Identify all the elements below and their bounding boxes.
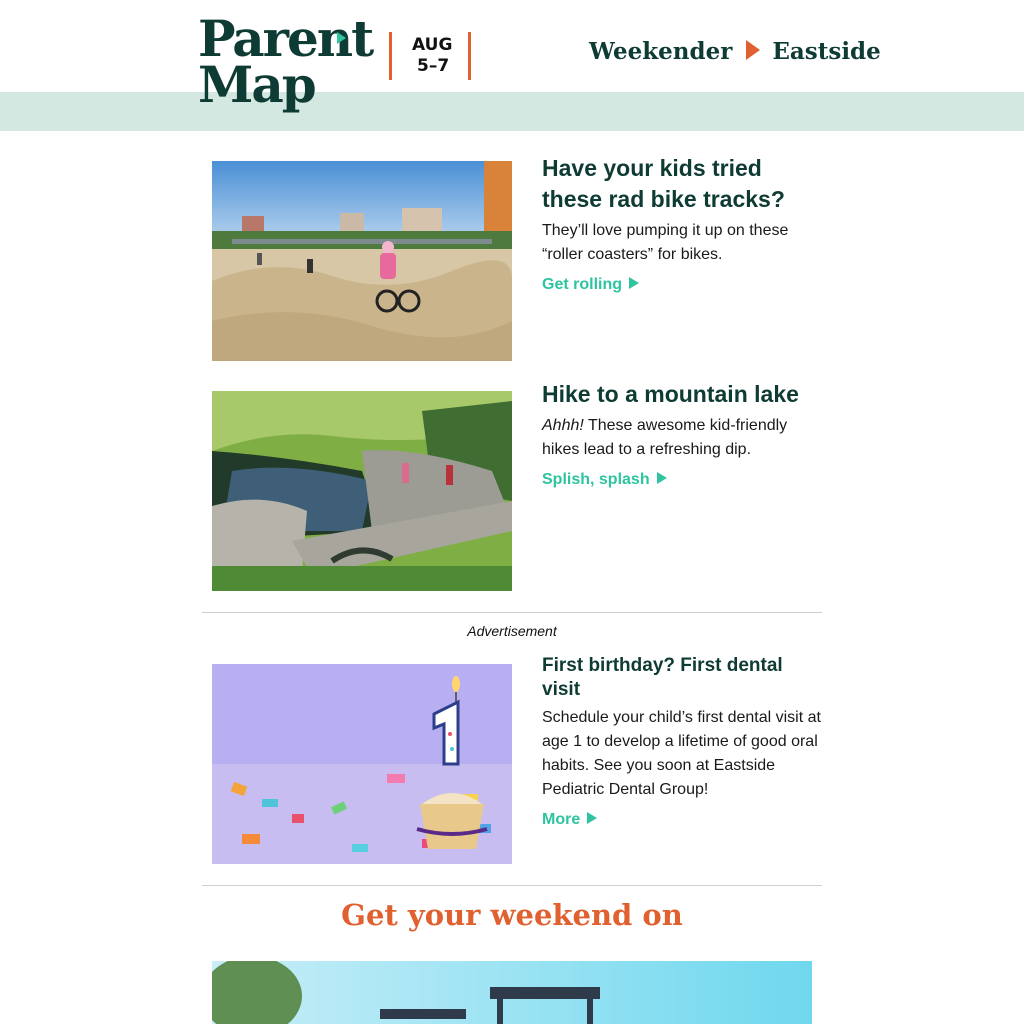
weekend-heading: Get your weekend on [341, 898, 683, 932]
playground-image-icon [212, 961, 812, 1024]
advertisement-label: Advertisement [467, 623, 557, 639]
date-badge [389, 32, 471, 80]
bike-track-image-icon [212, 161, 512, 361]
arrow-right-icon [746, 40, 760, 60]
bike-track-photo[interactable] [212, 161, 512, 361]
play-arrow-icon [629, 277, 639, 289]
article-mountain-lake [212, 381, 822, 591]
article-bike-tracks [212, 155, 822, 361]
article-desc [542, 414, 824, 462]
get-rolling-link[interactable] [542, 276, 639, 294]
cta-label: More [542, 811, 581, 828]
cta-label: Splish, splash [542, 471, 650, 488]
ad-title[interactable]: First birthday? First dental visit [542, 655, 783, 700]
cta-label: Get rolling [542, 276, 622, 293]
mountain-lake-image-icon [212, 391, 512, 591]
mountain-lake-photo[interactable] [212, 391, 512, 591]
weekend-hero-photo[interactable] [212, 961, 812, 1024]
header-band [0, 92, 1024, 131]
article-text [542, 379, 824, 489]
parentmap-logo[interactable] [198, 9, 373, 114]
logo-line-1: Parent [198, 9, 373, 68]
article-desc-body: These awesome kid-friendly hikes lead to a refreshing dip. [542, 417, 788, 458]
article-desc: They’ll love pumping it up on these “roller coasters” for bikes. [542, 222, 789, 263]
article-text [542, 153, 824, 294]
article-desc-emphasis: Ahhh! [542, 417, 584, 434]
date-days: 5–7 [417, 56, 450, 76]
ad-desc: Schedule your child’s first dental visit at age 1 to develop a lifetime of good oral habits. See you soon at Eastside Pediatric Dental Group! [542, 709, 821, 798]
play-arrow-icon [657, 472, 667, 484]
birthday-cupcake-image-icon [212, 664, 512, 864]
divider [202, 612, 822, 613]
date-month: AUG [412, 35, 453, 55]
article-title[interactable]: Have your kids tried these rad bike tracks? [542, 155, 785, 212]
divider [202, 885, 822, 886]
logo-play-icon [337, 32, 346, 44]
edition-title [589, 38, 881, 65]
edition-eastside: Eastside [772, 38, 881, 65]
play-arrow-icon [587, 812, 597, 824]
birthday-cupcake-photo[interactable] [212, 664, 512, 864]
edition-weekender: Weekender [589, 38, 733, 65]
more-link[interactable] [542, 811, 597, 829]
logo-line-2: Map [198, 55, 315, 114]
header [0, 0, 1024, 114]
splish-splash-link[interactable] [542, 471, 667, 489]
article-title[interactable]: Hike to a mountain lake [542, 381, 799, 407]
ad-text [542, 654, 824, 829]
ad-dental [212, 655, 822, 864]
